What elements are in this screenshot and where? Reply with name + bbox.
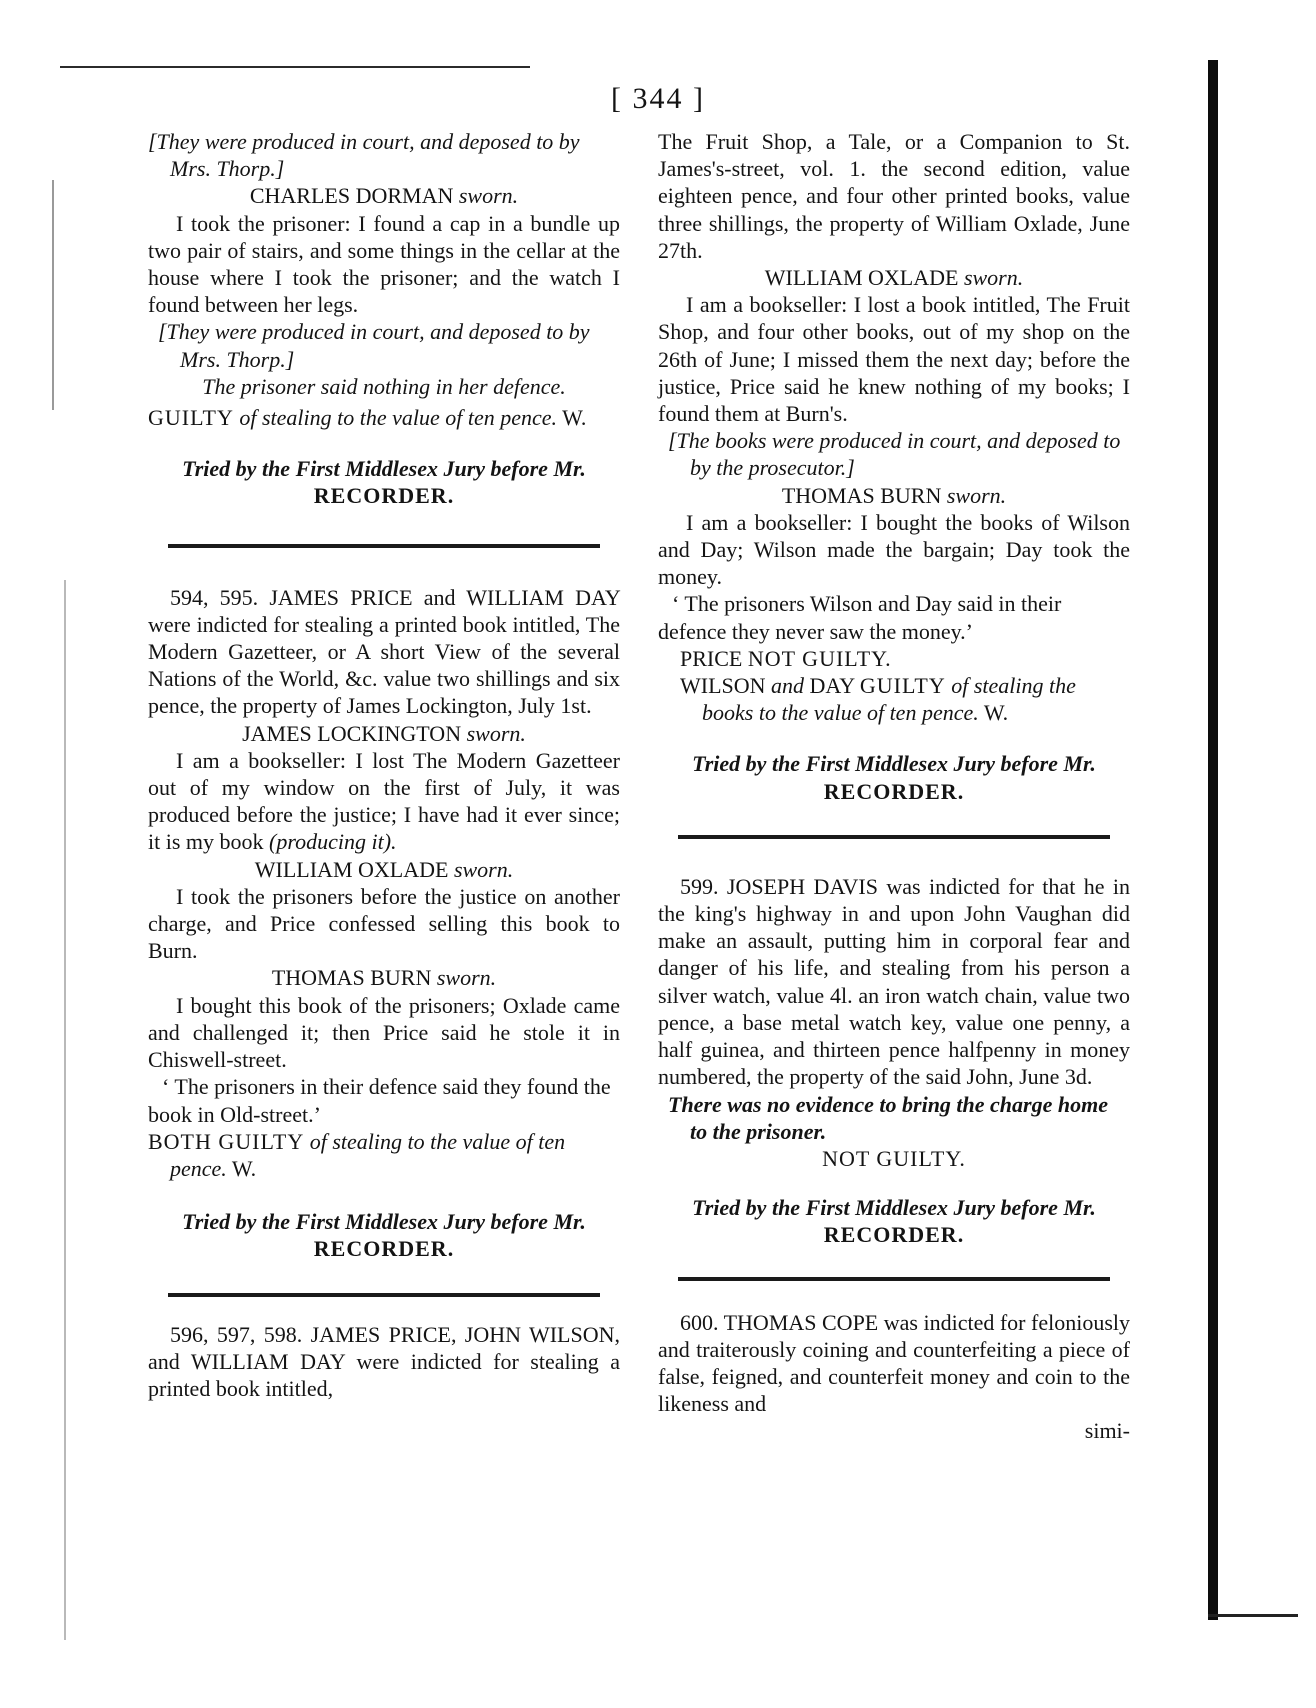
scan-edge-right-foot (1208, 1614, 1298, 1617)
left-column (148, 128, 620, 1402)
jury-statement: Tried by the First Middlesex Jury before Mr. RECORDER. (692, 751, 1096, 804)
witness-heading: JAMES LOCKINGTON sworn. (242, 720, 526, 746)
scan-edge-right (1208, 60, 1218, 1620)
testimony-paragraph: I am a bookseller: I bought the books of Wilson and Day; Wilson made the bargain; Day took the money. (658, 509, 1130, 590)
witness-heading: THOMAS BURN sworn. (781, 482, 1007, 508)
court-note: [They were produced in court, and deposed to by Mrs. Thorp.] (158, 319, 590, 372)
case-entry: 594, 595. JAMES PRICE and WILLIAM DAY were indicted for stealing a printed book intitled, The Modern Gazetteer, or A short View of the several Nations of the World, &c. value two shillings and six pence, the property of James Lockington, July 1st. (148, 584, 620, 719)
testimony-paragraph: I bought this book of the prisoners; Oxlade came and challenged it; then Price said he stole it in Chiswell-street. (148, 992, 620, 1073)
court-note: [The books were produced in court, and deposed to by the prosecutor.] (668, 428, 1121, 481)
scan-edge-left-upper (52, 180, 54, 410)
verdict-line: PRICE NOT GUILTY. (680, 645, 892, 671)
scan-edge-left-lower (64, 580, 66, 1640)
case-entry: 596, 597, 598. JAMES PRICE, JOHN WILSON, and WILLIAM DAY were indicted for stealing a printed book intitled, (148, 1321, 621, 1401)
right-column (658, 128, 1130, 1445)
scan-edge-top (60, 66, 530, 68)
witness-heading: CHARLES DORMAN sworn. (249, 183, 519, 209)
defence-note: The prisoner said nothing in her defence. (202, 373, 566, 399)
verdict-line: GUILTY of stealing to the value of ten pence. W. (148, 405, 587, 431)
testimony-paragraph: I took the prisoner: I found a cap in a bundle up two pair of stairs, and some things in the cellar at the house where I took the prisoner; and the watch I found between her legs. (148, 210, 620, 318)
jury-statement: Tried by the First Middlesex Jury before Mr. RECORDER. (182, 1209, 586, 1262)
testimony-paragraph: I am a bookseller: I lost The Modern Gazetteer out of my window on the first of July, it was produced before the justice; I have had it ever since; it is my book (producing it). (148, 747, 620, 855)
defence-quote: ‘ The prisoners in their defence said they found the book in Old-street.’ (148, 1074, 611, 1127)
witness-heading: THOMAS BURN sworn. (271, 965, 497, 991)
jury-statement: Tried by the First Middlesex Jury before Mr. RECORDER. (182, 456, 586, 509)
case-entry: 599. JOSEPH DAVIS was indicted for that he in the king's highway in and upon John Vaughan did make an assault, putting him in corporal fear and danger of his life, and stealing from his person a silver watch, value 4l. an iron watch chain, value two pence, a base metal watch key, value one penny, a half guinea, and thirteen pence halfpenny in money numbered, the property of the said John, June 3d. (658, 873, 1130, 1090)
court-note: [They were produced in court, and deposed to by Mrs. Thorp.] (148, 129, 580, 182)
court-note: There was no evidence to bring the charge home to the prisoner. (668, 1091, 1108, 1144)
verdict-line: NOT GUILTY. (822, 1145, 966, 1171)
witness-heading: WILLIAM OXLADE sworn. (764, 265, 1024, 291)
jury-statement: Tried by the First Middlesex Jury before Mr. RECORDER. (692, 1195, 1096, 1248)
verdict-line: WILSON and DAY GUILTY of stealing the books to the value of ten pence. W. (680, 673, 1076, 726)
case-entry: 600. THOMAS COPE was indicted for feloniously and traiterously coining and counterfeiting a piece of false, feigned, and counterfeit money and coin to the likeness and (658, 1309, 1130, 1417)
case-continuation: The Fruit Shop, a Tale, or a Companion to St. James's-street, vol. 1. the second edition, value eighteen pence, and four other printed books, value three shillings, the property of William Oxlade, June 27th. (658, 129, 1130, 263)
testimony-paragraph: I took the prisoners before the justice on another charge, and Price confessed selling this book to Burn. (148, 883, 620, 964)
defence-quote: ‘ The prisoners Wilson and Day said in their defence they never saw the money.’ (658, 591, 1062, 644)
witness-heading: WILLIAM OXLADE sworn. (254, 856, 514, 882)
testimony-paragraph: I am a bookseller: I lost a book intitled, The Fruit Shop, and four other books, out of my shop on the 26th of June; I missed them the next day; before the justice, Price said he knew nothing of my books; I found them at Burn's. (658, 292, 1130, 427)
catchword: simi- (1084, 1418, 1130, 1444)
verdict-line: BOTH GUILTY of stealing to the value of ten pence. W. (148, 1128, 566, 1181)
page-number: [ 344 ] (611, 82, 705, 115)
